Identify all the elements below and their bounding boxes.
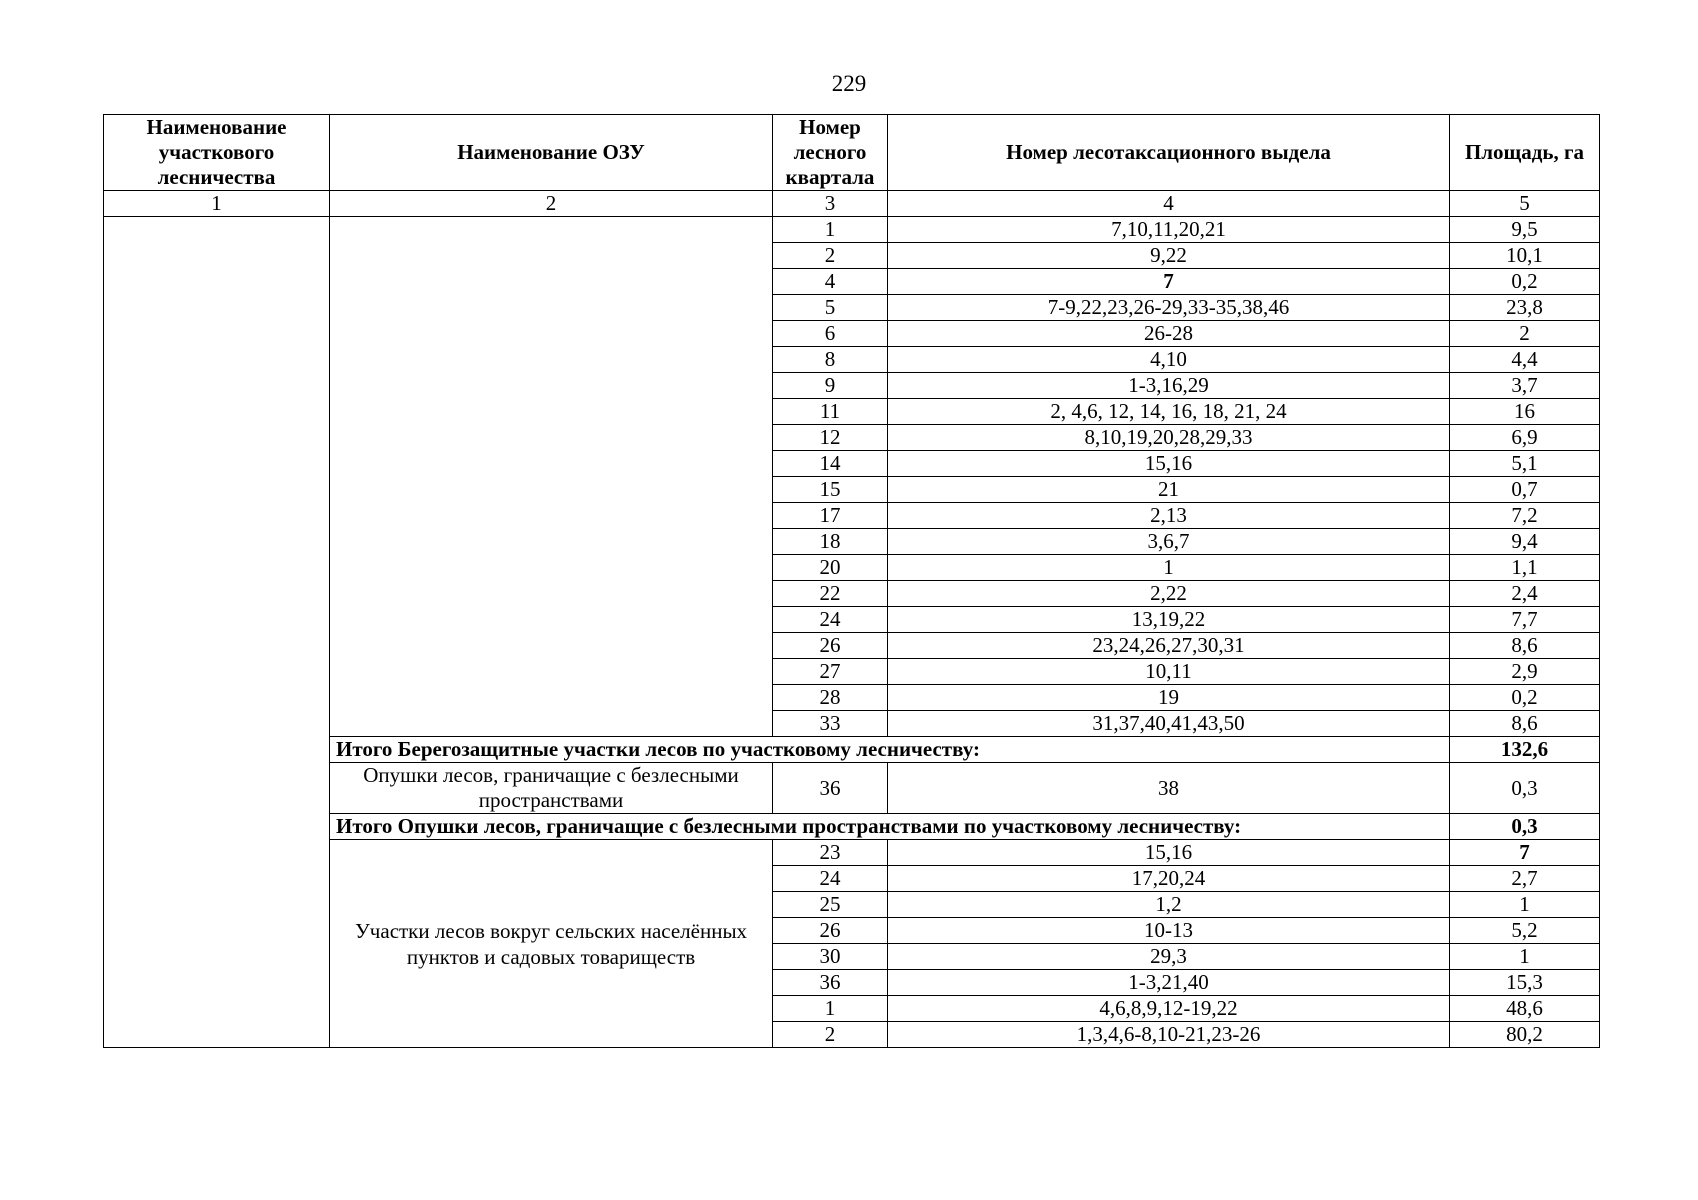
kvartal-cell: 18 bbox=[773, 529, 888, 555]
kvartal-cell: 20 bbox=[773, 555, 888, 581]
kvartal-cell: 25 bbox=[773, 892, 888, 918]
column-number: 2 bbox=[330, 191, 773, 217]
kvartal-cell: 36 bbox=[773, 970, 888, 996]
kvartal-cell: 2 bbox=[773, 1022, 888, 1048]
total-label: Итого Берегозащитные участки лесов по участковому лесничеству: bbox=[330, 737, 1450, 763]
vydel-cell: 13,19,22 bbox=[888, 607, 1450, 633]
kvartal-cell: 2 bbox=[773, 243, 888, 269]
area-cell: 1 bbox=[1450, 944, 1600, 970]
vydel-cell: 7,10,11,20,21 bbox=[888, 217, 1450, 243]
kvartal-cell: 1 bbox=[773, 217, 888, 243]
vydel-cell: 4,10 bbox=[888, 347, 1450, 373]
column-number: 4 bbox=[888, 191, 1450, 217]
vydel-cell: 7-9,22,23,26-29,33-35,38,46 bbox=[888, 295, 1450, 321]
kvartal-cell: 12 bbox=[773, 425, 888, 451]
vydel-cell: 9,22 bbox=[888, 243, 1450, 269]
kvartal-cell: 33 bbox=[773, 711, 888, 737]
column-number: 5 bbox=[1450, 191, 1600, 217]
kvartal-cell: 11 bbox=[773, 399, 888, 425]
area-cell: 2,4 bbox=[1450, 581, 1600, 607]
kvartal-cell: 28 bbox=[773, 685, 888, 711]
kvartal-cell: 17 bbox=[773, 503, 888, 529]
vydel-cell: 29,3 bbox=[888, 944, 1450, 970]
vydel-cell: 2, 4,6, 12, 14, 16, 18, 21, 24 bbox=[888, 399, 1450, 425]
kvartal-cell: 1 bbox=[773, 996, 888, 1022]
area-cell: 3,7 bbox=[1450, 373, 1600, 399]
ozu-cell: Участки лесов вокруг сельских населённых пунктов и садовых товариществ bbox=[330, 840, 773, 1048]
kvartal-cell: 24 bbox=[773, 607, 888, 633]
column-number: 3 bbox=[773, 191, 888, 217]
vydel-cell: 10-13 bbox=[888, 918, 1450, 944]
lesnichestvo-cell bbox=[104, 217, 330, 1048]
total-label: Итого Опушки лесов, граничащие с безлесными пространствами по участковому лесничеству: bbox=[330, 814, 1450, 840]
area-cell: 9,4 bbox=[1450, 529, 1600, 555]
vydel-cell: 38 bbox=[888, 763, 1450, 814]
kvartal-cell: 23 bbox=[773, 840, 888, 866]
kvartal-cell: 26 bbox=[773, 633, 888, 659]
forest-zones-table bbox=[103, 114, 1600, 1048]
header-vydel: Номер лесотаксационного выдела bbox=[888, 115, 1450, 191]
vydel-cell: 3,6,7 bbox=[888, 529, 1450, 555]
vydel-cell: 1-3,21,40 bbox=[888, 970, 1450, 996]
kvartal-cell: 14 bbox=[773, 451, 888, 477]
area-cell: 8,6 bbox=[1450, 711, 1600, 737]
vydel-cell: 1 bbox=[888, 555, 1450, 581]
kvartal-cell: 22 bbox=[773, 581, 888, 607]
kvartal-cell: 15 bbox=[773, 477, 888, 503]
area-cell: 8,6 bbox=[1450, 633, 1600, 659]
area-cell: 23,8 bbox=[1450, 295, 1600, 321]
vydel-cell: 4,6,8,9,12-19,22 bbox=[888, 996, 1450, 1022]
kvartal-cell: 8 bbox=[773, 347, 888, 373]
vydel-cell: 21 bbox=[888, 477, 1450, 503]
area-cell: 48,6 bbox=[1450, 996, 1600, 1022]
area-cell: 6,9 bbox=[1450, 425, 1600, 451]
vydel-cell: 17,20,24 bbox=[888, 866, 1450, 892]
vydel-cell: 31,37,40,41,43,50 bbox=[888, 711, 1450, 737]
vydel-cell: 15,16 bbox=[888, 451, 1450, 477]
kvartal-cell: 30 bbox=[773, 944, 888, 970]
area-cell: 7 bbox=[1450, 840, 1600, 866]
header-area: Площадь, га bbox=[1450, 115, 1600, 191]
area-cell: 80,2 bbox=[1450, 1022, 1600, 1048]
vydel-cell: 23,24,26,27,30,31 bbox=[888, 633, 1450, 659]
area-cell: 0,2 bbox=[1450, 685, 1600, 711]
area-cell: 10,1 bbox=[1450, 243, 1600, 269]
area-cell: 1 bbox=[1450, 892, 1600, 918]
area-cell: 4,4 bbox=[1450, 347, 1600, 373]
total-value: 0,3 bbox=[1450, 814, 1600, 840]
vydel-cell: 8,10,19,20,28,29,33 bbox=[888, 425, 1450, 451]
vydel-cell: 1,2 bbox=[888, 892, 1450, 918]
header-lesnichestvo: Наименование участкового лесничества bbox=[104, 115, 330, 191]
vydel-cell: 2,13 bbox=[888, 503, 1450, 529]
vydel-cell: 7 bbox=[888, 269, 1450, 295]
vydel-cell: 15,16 bbox=[888, 840, 1450, 866]
kvartal-cell: 27 bbox=[773, 659, 888, 685]
vydel-cell: 10,11 bbox=[888, 659, 1450, 685]
ozu-cell: Опушки лесов, граничащие с безлесными пространствами bbox=[330, 763, 773, 814]
total-value: 132,6 bbox=[1450, 737, 1600, 763]
kvartal-cell: 9 bbox=[773, 373, 888, 399]
area-cell: 9,5 bbox=[1450, 217, 1600, 243]
header-ozu: Наименование ОЗУ bbox=[330, 115, 773, 191]
area-cell: 5,1 bbox=[1450, 451, 1600, 477]
area-cell: 2 bbox=[1450, 321, 1600, 347]
area-cell: 0,7 bbox=[1450, 477, 1600, 503]
area-cell: 2,7 bbox=[1450, 866, 1600, 892]
area-cell: 0,3 bbox=[1450, 763, 1600, 814]
kvartal-cell: 26 bbox=[773, 918, 888, 944]
area-cell: 7,2 bbox=[1450, 503, 1600, 529]
area-cell: 15,3 bbox=[1450, 970, 1600, 996]
header-kvartal: Номер лесного квартала bbox=[773, 115, 888, 191]
vydel-cell: 19 bbox=[888, 685, 1450, 711]
area-cell: 16 bbox=[1450, 399, 1600, 425]
area-cell: 0,2 bbox=[1450, 269, 1600, 295]
column-number: 1 bbox=[104, 191, 330, 217]
kvartal-cell: 4 bbox=[773, 269, 888, 295]
ozu-cell bbox=[330, 217, 773, 737]
kvartal-cell: 36 bbox=[773, 763, 888, 814]
kvartal-cell: 24 bbox=[773, 866, 888, 892]
header-row bbox=[104, 115, 1600, 191]
kvartal-cell: 5 bbox=[773, 295, 888, 321]
page-number: 229 bbox=[831, 71, 867, 96]
column-numbers-row bbox=[104, 191, 1600, 217]
vydel-cell: 1,3,4,6-8,10-21,23-26 bbox=[888, 1022, 1450, 1048]
area-cell: 7,7 bbox=[1450, 607, 1600, 633]
vydel-cell: 1-3,16,29 bbox=[888, 373, 1450, 399]
area-cell: 2,9 bbox=[1450, 659, 1600, 685]
vydel-cell: 26-28 bbox=[888, 321, 1450, 347]
kvartal-cell: 6 bbox=[773, 321, 888, 347]
area-cell: 1,1 bbox=[1450, 555, 1600, 581]
area-cell: 5,2 bbox=[1450, 918, 1600, 944]
table-row bbox=[104, 217, 1600, 243]
vydel-cell: 2,22 bbox=[888, 581, 1450, 607]
